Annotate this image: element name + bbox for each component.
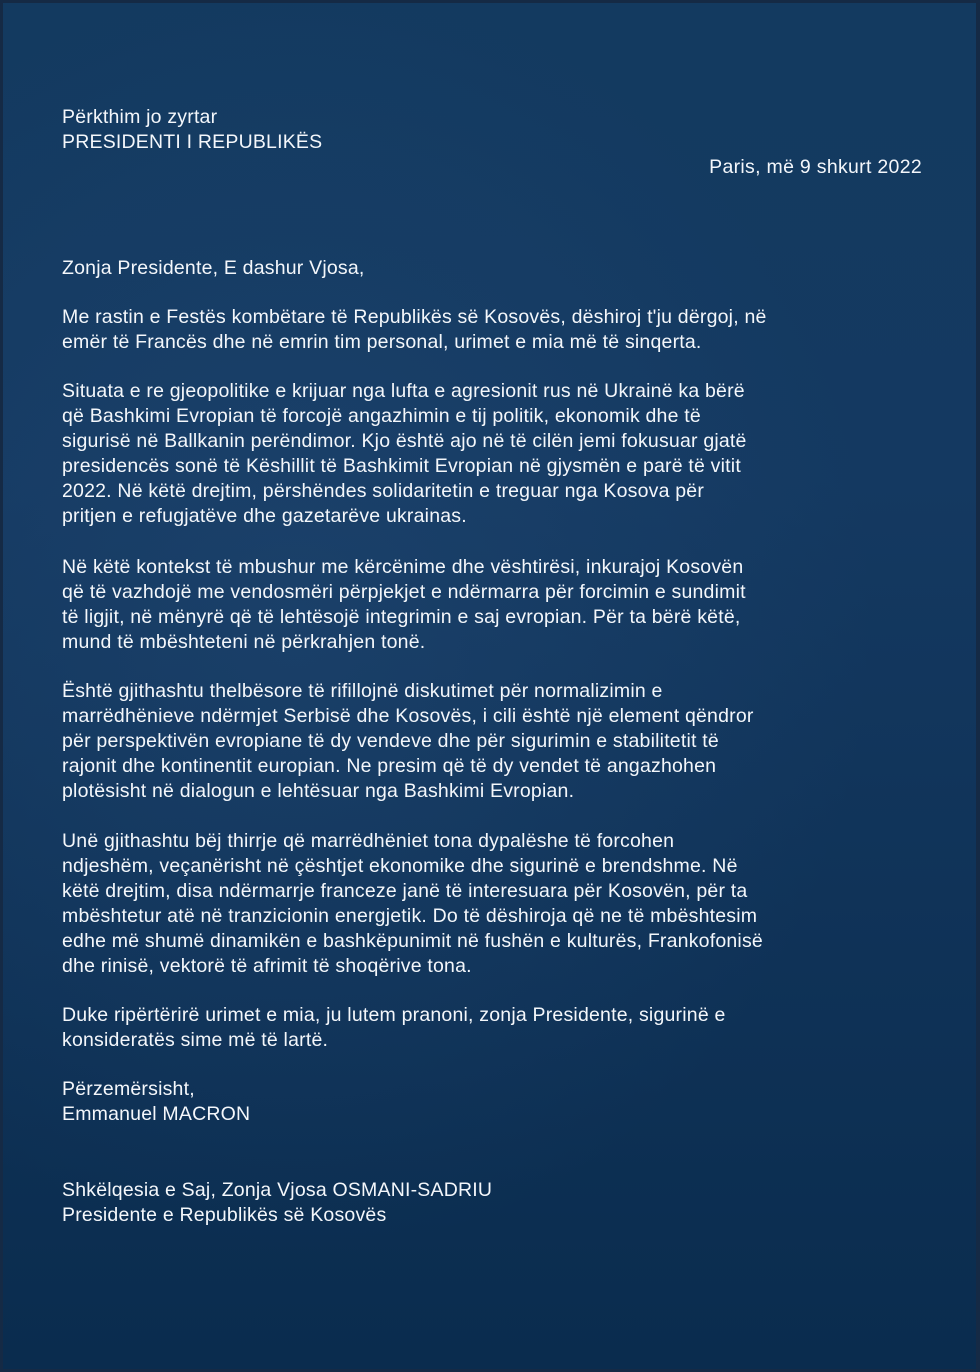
paragraph-line: presidencës sonë të Këshillit të Bashkimit Evropian në gjysmën e parë të vitit <box>62 455 741 477</box>
paragraph-3 <box>62 555 746 655</box>
paragraph-6 <box>62 1003 726 1053</box>
paragraph-line: edhe më shumë dinamikën e bashkëpunimit në fushën e kulturës, Frankofonisë <box>62 930 763 952</box>
letter-header <box>62 105 322 155</box>
paragraph-line: të ligjit, në mënyrë që të lehtësojë integrimin e saj evropian. Për ta bërë këtë, <box>62 606 741 628</box>
paragraph-line: pritjen e refugjatëve dhe gazetarëve ukrainas. <box>62 505 467 527</box>
paragraph-line: Në këtë kontekst të mbushur me kërcënime dhe vështirësi, inkurajoj Kosovën <box>62 556 744 578</box>
paragraph-line: Situata e re gjeopolitike e krijuar nga lufta e agresionit rus në Ukrainë ka bërë <box>62 380 745 402</box>
date-line: Paris, më 9 shkurt 2022 <box>709 156 922 178</box>
recipient-block <box>62 1178 492 1228</box>
paragraph-line: Me rastin e Festës kombëtare të Republikës së Kosovës, dëshiroj t'ju dërgoj, në <box>62 306 767 328</box>
paragraph-line: konsideratës sime më të lartë. <box>62 1029 329 1051</box>
paragraph-line: plotësisht në dialogun e lehtësuar nga Bashkimi Evropian. <box>62 780 575 802</box>
paragraph-line: këtë drejtim, disa ndërmarrje franceze janë të interesuara për Kosovën, për ta <box>62 880 748 902</box>
translation-note: Përkthim jo zyrtar <box>62 106 218 128</box>
paragraph-line: mbështetur atë në tranzicionin energjetik. Do të dëshiroja që ne të mbështesim <box>62 905 758 927</box>
paragraph-1 <box>62 305 767 355</box>
paragraph-line: emër të Francës dhe në emrin tim personal, urimet e mia më të sinqerta. <box>62 331 702 353</box>
paragraph-line: rajonit dhe kontinentit europian. Ne presim që të dy vendet të angazhohen <box>62 755 717 777</box>
paragraph-line: mund të mbështeteni në përkrahjen tonë. <box>62 631 426 653</box>
signatory-name: Emmanuel MACRON <box>62 1103 251 1125</box>
paragraph-line: marrëdhënieve ndërmjet Serbisë dhe Kosovës, i cili është një element qëndror <box>62 705 754 727</box>
sender-title: PRESIDENTI I REPUBLIKËS <box>62 131 323 153</box>
salutation: Zonja Presidente, E dashur Vjosa, <box>62 257 365 279</box>
paragraph-line: për perspektivën evropiane të dy vendeve dhe për sigurimin e stabilitetit të <box>62 730 719 752</box>
paragraph-2 <box>62 379 747 529</box>
paragraph-5 <box>62 829 763 979</box>
paragraph-line: dhe rinisë, vektorë të afrimit të shoqërive tona. <box>62 955 472 977</box>
paragraph-line: që Bashkimi Evropian të forcojë angazhimin e tij politik, ekonomik dhe të <box>62 405 701 427</box>
paragraph-4 <box>62 679 754 804</box>
paragraph-line: Është gjithashtu thelbësore të rifillojnë diskutimet për normalizimin e <box>62 680 663 702</box>
recipient-name: Shkëlqesia e Saj, Zonja Vjosa OSMANI-SADRIU <box>62 1179 493 1201</box>
paragraph-line: ndjeshëm, veçanërisht në çështjet ekonomike dhe sigurinë e brendshme. Në <box>62 855 738 877</box>
paragraph-line: që të vazhdojë me vendosmëri përpjekjet e ndërmarra për forcimin e sundimit <box>62 581 746 603</box>
paragraph-line: sigurisë në Ballkanin perëndimor. Kjo është ajo në të cilën jemi fokusuar gjatë <box>62 430 747 452</box>
paragraph-line: Unë gjithashtu bëj thirrje që marrëdhëniet tona dypalëshe të forcohen <box>62 830 675 852</box>
closing-block <box>62 1077 250 1127</box>
valediction: Përzemërsisht, <box>62 1078 195 1100</box>
paragraph-line: 2022. Në këtë drejtim, përshëndes solidaritetin e treguar nga Kosova për <box>62 480 705 502</box>
paragraph-line: Duke ripërtërirë urimet e mia, ju lutem pranoni, zonja Presidente, sigurinë e <box>62 1004 726 1026</box>
recipient-title: Presidente e Republikës së Kosovës <box>62 1204 387 1226</box>
